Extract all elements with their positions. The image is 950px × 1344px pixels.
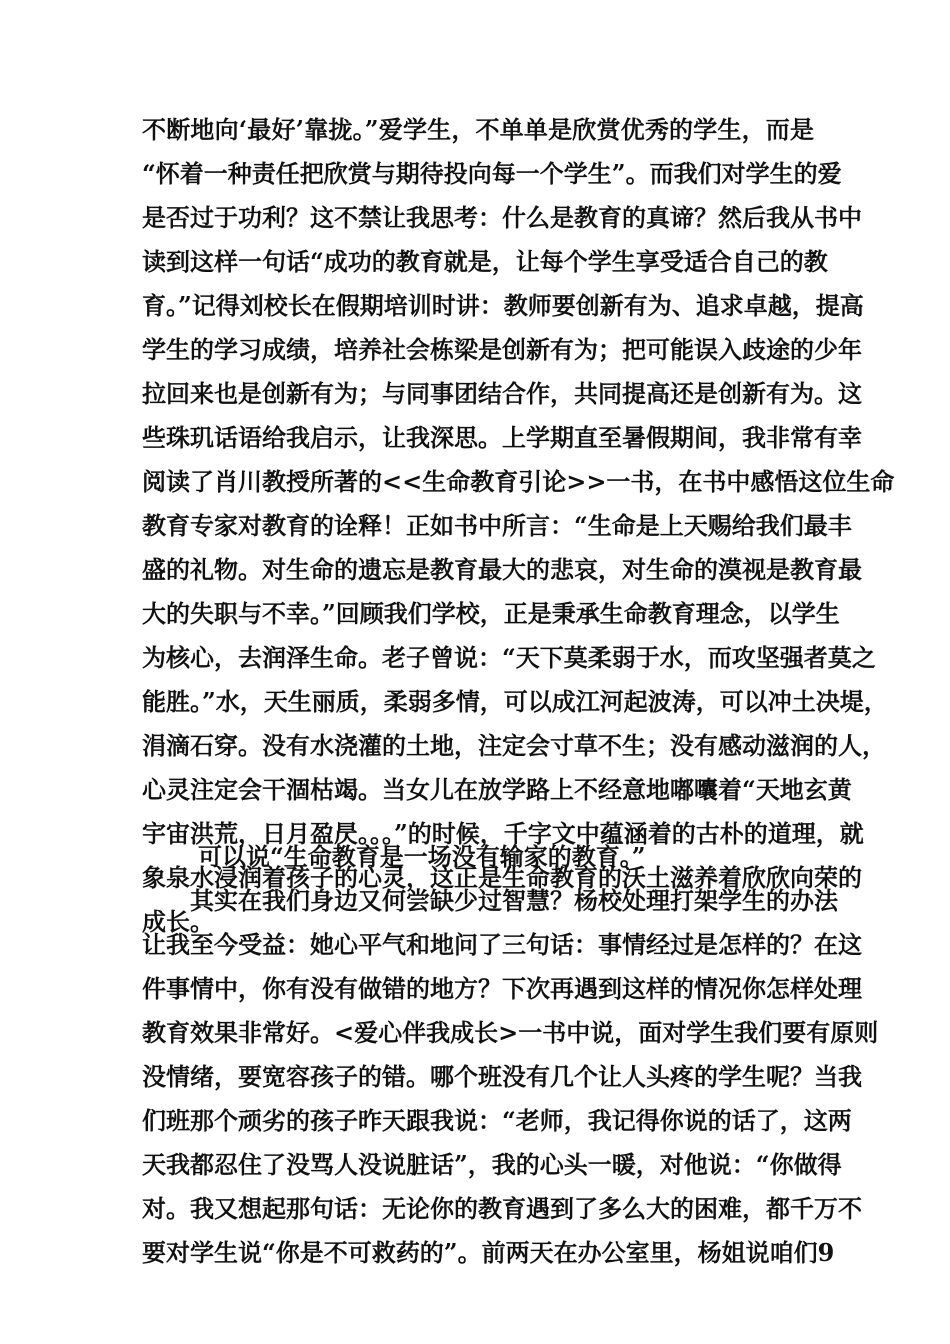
text-line: 盛的礼物。对生命的遗忘是教育最大的悲哀，对生命的漠视是教育最 — [142, 555, 862, 584]
text-line: 件事情中，你有没有做错的地方？下次再遇到这样的情况你怎样处理 — [142, 974, 862, 1003]
text-line: 心灵注定会干涸枯竭。当女儿在放学路上不经意地嘟囔着“天地玄黄 — [142, 775, 852, 804]
text-line: 拉回来也是创新有为；与同事团结合作，共同提高还是创新有为。这 — [142, 379, 862, 408]
text-line: 些珠玑话语给我启示，让我深思。上学期直至暑假期间，我非常有幸 — [142, 423, 862, 452]
text-line: 们班那个顽劣的孩子昨天跟我说：“老师，我记得你说的话了，这两 — [142, 1106, 852, 1135]
text-line: 教育专家对教育的诠释！正如书中所言：“生命是上天赐给我们最丰 — [142, 511, 852, 540]
text-line: 成长。 — [142, 907, 214, 936]
text-line: 阅读了肖川教授所著的<<生命教育引论>>一书，在书中感悟这位生命 — [142, 467, 895, 496]
text-line: 是否过于功利？这不禁让我思考：什么是教育的真谛？然后我从书中 — [142, 203, 862, 232]
body-text-section-2 — [142, 835, 879, 1275]
text-line: 教育效果非常好。<爱心伴我成长>一书中说，面对学生我们要有原则 — [142, 1018, 879, 1047]
text-line: 不断地向‘最好’靠拢。”爱学生，不单单是欣赏优秀的学生，而是 — [142, 115, 814, 144]
text-line: 象泉水浸润着孩子的心灵，这正是生命教育的沃土滋养着欣欣向荣的 — [142, 863, 862, 892]
text-line: 其实在我们身边又何尝缺少过智慧？杨校处理打架学生的办法 — [190, 886, 838, 915]
quote-line: 可以说“生命教育是一场没有输家的教育。” — [198, 842, 646, 871]
text-line: 宇宙洪荒，日月盈昃。。。”的时候，千字文中蕴涵着的古朴的道理，就 — [142, 819, 864, 848]
text-line: “怀着一种责任把欣赏与期待投向每一个学生”。而我们对学生的爱 — [142, 159, 842, 188]
text-line: 对。我又想起那句话：无论你的教育遇到了多么大的困难，都千万不 — [142, 1194, 862, 1223]
text-line: 天我都忍住了没骂人没说脏话”，我的心头一暖，对他说：“你做得 — [142, 1150, 842, 1179]
text-line: 大的失职与不幸。”回顾我们学校，正是秉承生命教育理念，以学生 — [142, 599, 840, 628]
text-line: 育。”记得刘校长在假期培训时讲：教师要创新有为、追求卓越，提高 — [142, 291, 864, 320]
text-line: 涓滴石穿。没有水浇灌的土地，注定会寸草不生；没有感动滋润的人， — [142, 731, 886, 760]
text-line: 为核心，去润泽生命。老子曾说：“天下莫柔弱于水，而攻坚强者莫之 — [142, 643, 876, 672]
text-line: 要对学生说“你是不可救药的”。前两天在办公室里，杨姐说咱们9 — [142, 1238, 835, 1267]
text-line: 能胜。”水，天生丽质，柔弱多情，可以成江河起波涛，可以冲土决堤， — [142, 687, 888, 716]
body-text-section-1 — [142, 108, 895, 944]
text-line: 没情绪，要宽容孩子的错。哪个班没有几个让人头疼的学生呢？当我 — [142, 1062, 862, 1091]
text-line: 让我至今受益：她心平气和地问了三句话：事情经过是怎样的？在这 — [142, 930, 862, 959]
text-line: 读到这样一句话“成功的教育就是，让每个学生享受适合自己的教 — [142, 247, 828, 276]
text-line: 学生的学习成绩，培养社会栋梁是创新有为；把可能误入歧途的少年 — [142, 335, 862, 364]
